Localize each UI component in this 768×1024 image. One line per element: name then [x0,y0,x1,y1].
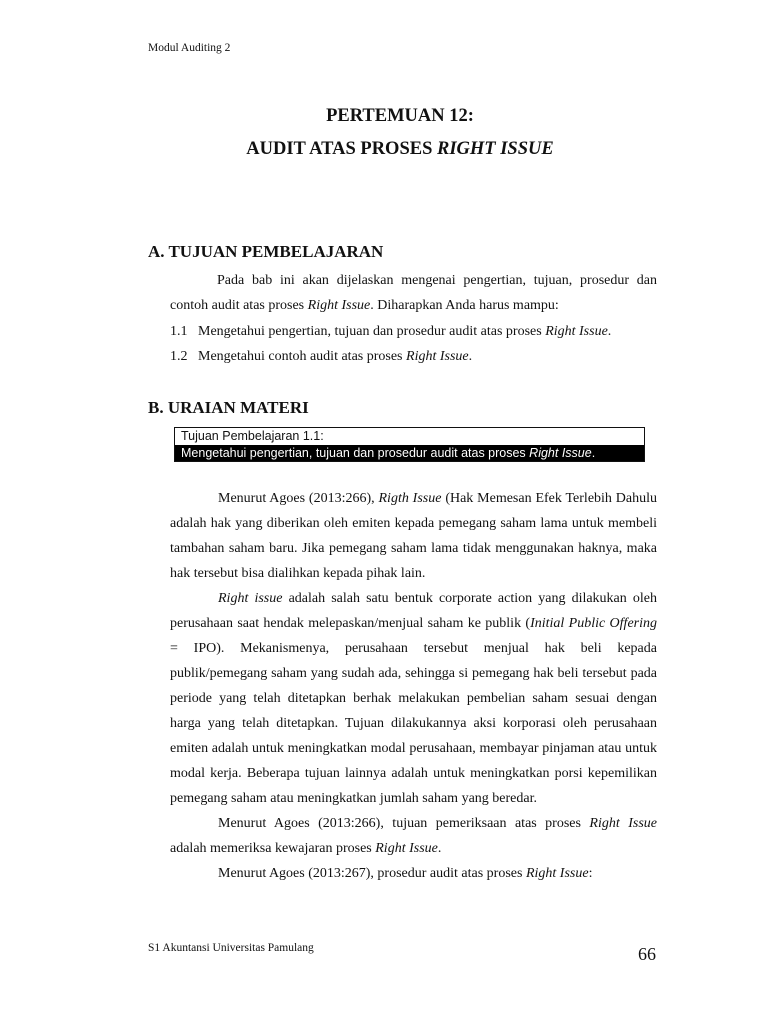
learning-objective-box [174,427,645,462]
section-a-heading: A. TUJUAN PEMBELAJARAN [148,242,384,261]
chapter-title: AUDIT ATAS PROSES RIGHT ISSUE [246,139,554,159]
section-b-body [170,486,657,886]
paragraph-1: Menurut Agoes (2013:266), Rigth Issue (Hak Memesan Efek Terlebih Dahulu adalah hak yang diberikan oleh emiten kepada pemegang saham lama untuk membeli tambahan saham baru. Jika pemegang saham lama tidak menggunakan haknya, maka hak tersebut bisa dialihkan kepada pihak lain. [170,491,657,581]
paragraph-4: Menurut Agoes (2013:267), prosedur audit atas proses Right Issue: [218,866,593,881]
paragraph-2: Right issue adalah salah satu bentuk corporate action yang dilakukan oleh perusahaan saat hendak melepaskan/menjual saham ke publik (Initial Public Offering = IPO). Mekanismenya, perusahaan tersebut menjual hak beli kepada publik/pemegang saham yang sudah ada, sehingga si pemegang hak beli tersebut pada periode yang telah ditetapkan berhak melakukan pembelian saham sesuai dengan harga yang telah ditetapkan. Tujuan dilakukannya aksi korporasi oleh perusahaan emiten adalah untuk meningkatkan modal perusahaan, membayar pinjaman atau untuk modal kerja. Beberapa tujuan lainnya adalah untuk meningkatkan porsi kepemilikan pemegang saham atau meningkatkan jumlah saham yang beredar. [170,591,657,806]
learning-objective-label: Tujuan Pembelajaran 1.1: [181,429,324,443]
section-a-intro: Pada bab ini akan dijelaskan mengenai pengertian, tujuan, prosedur dan contoh audit atas proses Right Issue. Diharapkan Anda harus mampu: [170,273,657,313]
chapter-number: PERTEMUAN 12: [326,106,474,126]
section-b-heading: B. URAIAN MATERI [148,398,309,417]
page-number: 66 [638,944,656,964]
footer-institution: S1 Akuntansi Universitas Pamulang [148,942,314,954]
paragraph-3: Menurut Agoes (2013:266), tujuan pemeriksaan atas proses Right Issue adalah memeriksa kewajaran proses Right Issue. [170,816,657,856]
running-header: Modul Auditing 2 [148,42,231,54]
learning-objective-text: Mengetahui pengertian, tujuan dan prosedur audit atas proses Right Issue. [175,445,644,461]
objective-item-1: 1.1 Mengetahui pengertian, tujuan dan prosedur audit atas proses Right Issue. [170,324,612,339]
objective-item-2: 1.2 Mengetahui contoh audit atas proses Right Issue. [170,349,473,364]
